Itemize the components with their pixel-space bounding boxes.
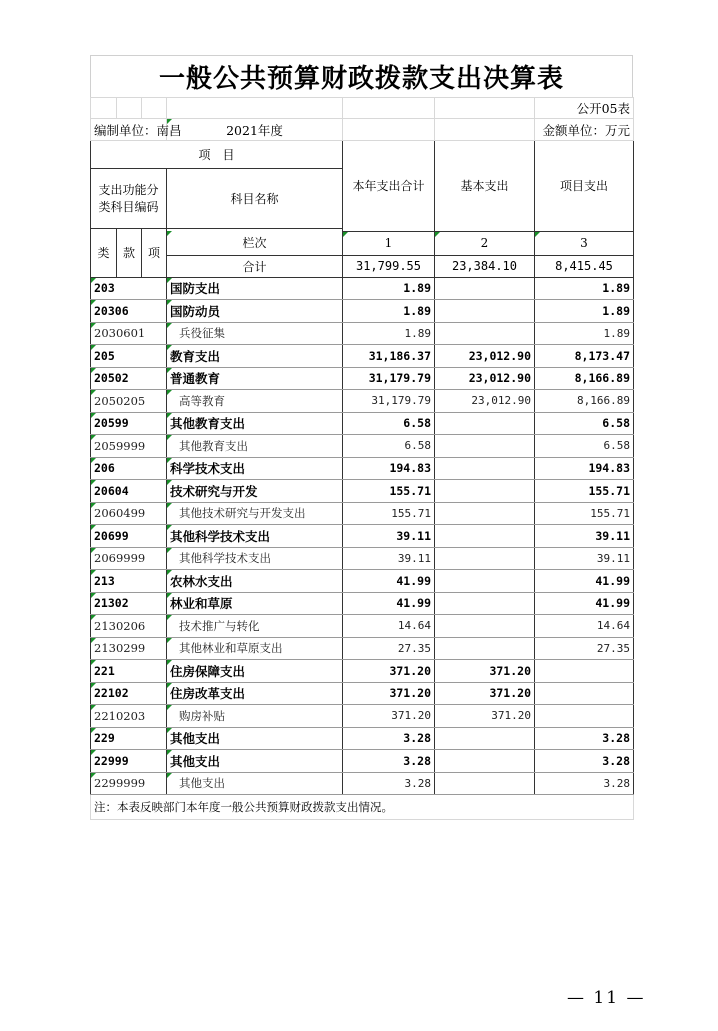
row-name: 科学技术支出 [167,457,343,480]
row-code: 203 [91,277,167,300]
report-year: 2021年度 [167,119,343,141]
row-project: 6.58 [535,412,634,435]
row-project: 8,166.89 [535,367,634,390]
page-number: — 11 — [567,988,646,1008]
column-label: 栏次 [167,231,343,255]
row-total: 41.99 [343,570,435,593]
row-name: 林业和草原 [167,592,343,615]
table-body [91,277,634,795]
row-code: 2060499 [91,502,167,525]
table-row [91,367,634,390]
row-code: 20699 [91,525,167,548]
row-basic [435,592,535,615]
row-project: 6.58 [535,435,634,458]
row-code: 2130206 [91,615,167,638]
row-total: 194.83 [343,457,435,480]
table-row [91,345,634,368]
row-basic [435,457,535,480]
row-basic: 23,012.90 [435,345,535,368]
row-total: 14.64 [343,615,435,638]
header-project: 项 目 [91,141,343,169]
header-xiang: 项 [142,229,167,278]
table-row [91,457,634,480]
row-project: 39.11 [535,525,634,548]
row-code: 20599 [91,412,167,435]
sum-row [91,255,634,277]
table-row [91,547,634,570]
row-code: 20306 [91,300,167,323]
row-code: 2050205 [91,390,167,413]
row-name: 住房改革支出 [167,682,343,705]
row-name: 技术推广与转化 [167,615,343,638]
row-basic [435,637,535,660]
table-row [91,615,634,638]
row-name: 国防支出 [167,277,343,300]
table-row [91,480,634,503]
row-project: 155.71 [535,480,634,503]
row-basic: 371.20 [435,705,535,728]
row-total: 3.28 [343,727,435,750]
row-total: 41.99 [343,592,435,615]
row-basic [435,502,535,525]
row-name: 其他科学技术支出 [167,525,343,548]
form-number-row [91,98,634,119]
row-name: 技术研究与开发 [167,480,343,503]
row-basic: 23,012.90 [435,390,535,413]
row-total: 1.89 [343,300,435,323]
table-row [91,592,634,615]
sum-basic: 23,384.10 [435,255,535,277]
table-row [91,727,634,750]
table-row [91,502,634,525]
table-row [91,277,634,300]
row-project: 155.71 [535,502,634,525]
table-note: 注：本表反映部门本年度一般公共预算财政拨款支出情况。 [91,795,634,820]
row-code: 2069999 [91,547,167,570]
row-basic: 371.20 [435,660,535,683]
row-basic [435,322,535,345]
row-name: 教育支出 [167,345,343,368]
row-project: 39.11 [535,547,634,570]
row-total: 6.58 [343,412,435,435]
row-total: 39.11 [343,525,435,548]
row-project: 1.89 [535,322,634,345]
row-code: 2030601 [91,322,167,345]
form-number: 公开05表 [535,98,634,119]
row-name: 其他支出 [167,727,343,750]
row-total: 155.71 [343,502,435,525]
row-code: 221 [91,660,167,683]
row-name: 其他林业和草原支出 [167,637,343,660]
row-basic: 371.20 [435,682,535,705]
row-code: 2059999 [91,435,167,458]
table-row [91,300,634,323]
column-no-3: 3 [535,231,634,255]
row-basic [435,615,535,638]
row-total: 3.28 [343,750,435,773]
table-row [91,322,634,345]
row-code: 213 [91,570,167,593]
row-basic [435,525,535,548]
table-row [91,412,634,435]
sum-total: 31,799.55 [343,255,435,277]
meta-row [91,119,634,141]
row-code: 22102 [91,682,167,705]
row-name: 其他科学技术支出 [167,547,343,570]
row-project: 3.28 [535,727,634,750]
amount-unit: 金额单位：万元 [535,119,634,141]
column-no-1: 1 [343,231,435,255]
row-total: 31,179.79 [343,367,435,390]
row-code: 20502 [91,367,167,390]
table-row [91,750,634,773]
row-project: 8,166.89 [535,390,634,413]
row-code: 21302 [91,592,167,615]
row-code: 206 [91,457,167,480]
report-sheet [90,55,633,820]
table-row [91,570,634,593]
row-basic [435,412,535,435]
row-basic: 23,012.90 [435,367,535,390]
row-total: 371.20 [343,660,435,683]
row-project [535,705,634,728]
unit-label: 编制单位：南昌 [91,119,167,141]
row-project: 1.89 [535,300,634,323]
row-project: 3.28 [535,750,634,773]
row-project: 41.99 [535,592,634,615]
row-project: 3.28 [535,772,634,795]
row-total: 3.28 [343,772,435,795]
table-row [91,390,634,413]
row-total: 27.35 [343,637,435,660]
row-basic [435,480,535,503]
row-code: 2210203 [91,705,167,728]
row-basic [435,772,535,795]
row-total: 31,186.37 [343,345,435,368]
column-number-row [91,231,634,255]
row-code: 20604 [91,480,167,503]
row-name: 其他教育支出 [167,412,343,435]
row-total: 1.89 [343,322,435,345]
row-project: 41.99 [535,570,634,593]
row-total: 371.20 [343,682,435,705]
row-total: 1.89 [343,277,435,300]
header-col-total: 本年支出合计 [343,141,435,232]
header-func-code: 支出功能分类科目编码 [91,169,167,229]
row-total: 371.20 [343,705,435,728]
row-total: 39.11 [343,547,435,570]
sum-label: 合计 [167,255,343,277]
row-project: 1.89 [535,277,634,300]
row-name: 其他技术研究与开发支出 [167,502,343,525]
row-project: 14.64 [535,615,634,638]
row-name: 农林水支出 [167,570,343,593]
row-total: 6.58 [343,435,435,458]
row-project [535,660,634,683]
report-title: 一般公共预算财政拨款支出决算表 [90,55,633,97]
row-total: 31,179.79 [343,390,435,413]
row-basic [435,727,535,750]
note-row [91,795,634,820]
row-name: 普通教育 [167,367,343,390]
sum-project: 8,415.45 [535,255,634,277]
row-basic [435,300,535,323]
table-row [91,772,634,795]
header-kuan: 款 [117,229,142,278]
row-code: 22999 [91,750,167,773]
row-code: 229 [91,727,167,750]
table-row [91,637,634,660]
row-total: 155.71 [343,480,435,503]
row-name: 兵役征集 [167,322,343,345]
row-basic [435,435,535,458]
row-name: 住房保障支出 [167,660,343,683]
table-row [91,435,634,458]
row-project: 194.83 [535,457,634,480]
row-code: 205 [91,345,167,368]
header-col-project: 项目支出 [535,141,634,232]
row-basic [435,750,535,773]
column-no-2: 2 [435,231,535,255]
row-basic [435,547,535,570]
row-name: 其他支出 [167,750,343,773]
row-project: 27.35 [535,637,634,660]
row-basic [435,570,535,593]
row-name: 高等教育 [167,390,343,413]
table-row [91,525,634,548]
header-col-basic: 基本支出 [435,141,535,232]
header-lei: 类 [91,229,117,278]
row-basic [435,277,535,300]
row-name: 其他教育支出 [167,435,343,458]
row-code: 2299999 [91,772,167,795]
row-project [535,682,634,705]
table-row [91,682,634,705]
row-name: 其他支出 [167,772,343,795]
row-name: 购房补贴 [167,705,343,728]
budget-table [90,97,634,820]
row-name: 国防动员 [167,300,343,323]
header-subject-name: 科目名称 [167,169,343,229]
table-row [91,660,634,683]
header-row-1 [91,141,634,169]
table-row [91,705,634,728]
row-code: 2130299 [91,637,167,660]
row-project: 8,173.47 [535,345,634,368]
